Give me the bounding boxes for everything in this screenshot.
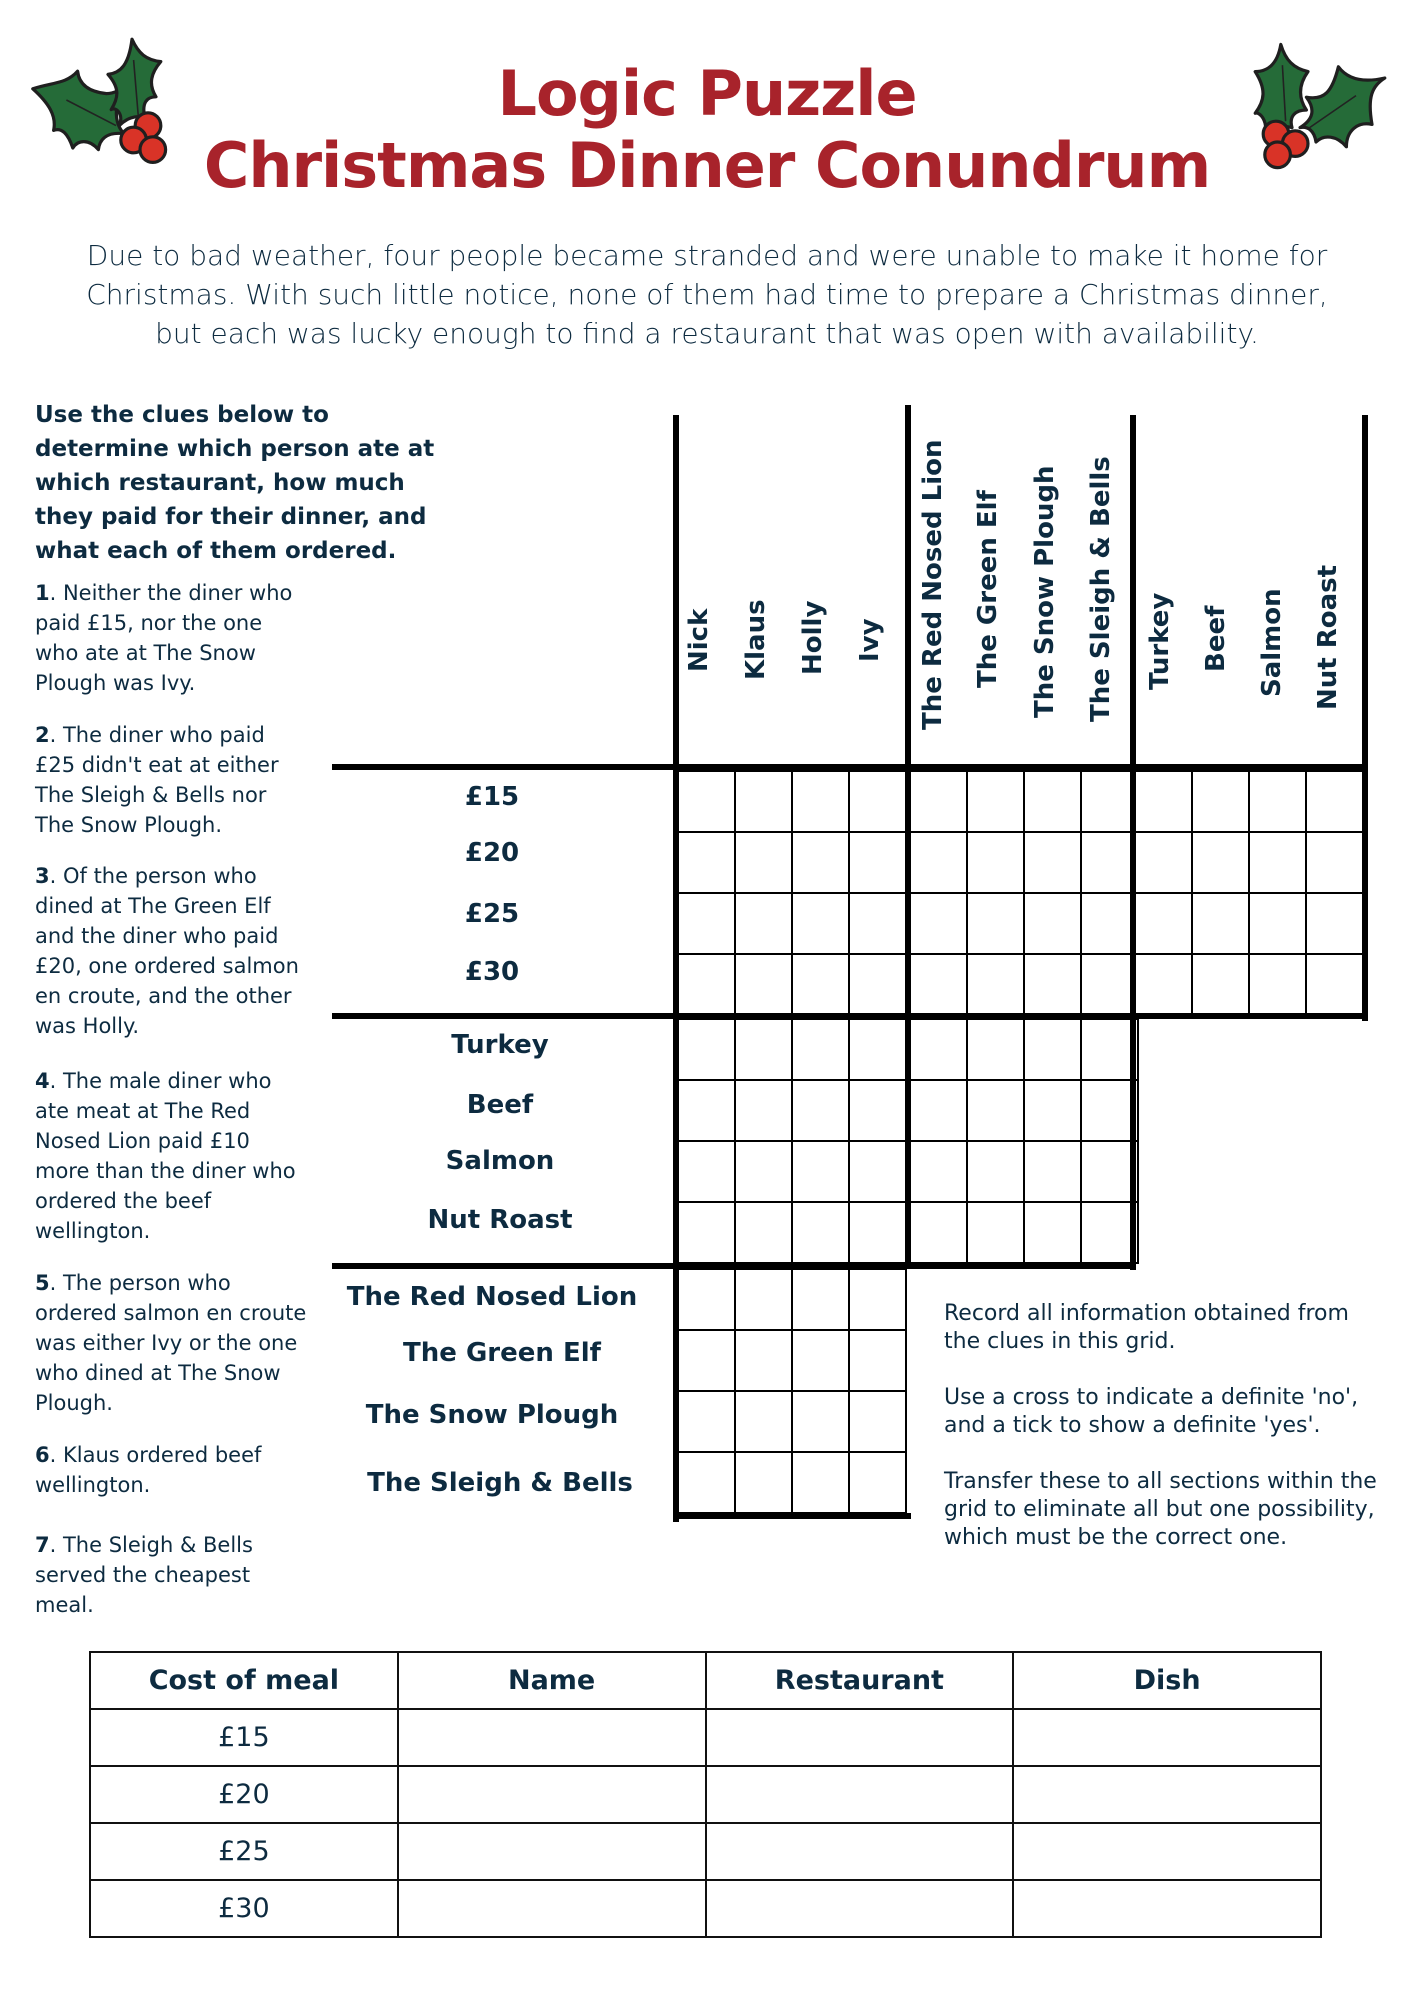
row-header-dish: Nut Roast [427, 1205, 573, 1235]
grid-cell-restaurant-by-name[interactable] [734, 1451, 793, 1514]
page-title: Logic Puzzle [497, 57, 917, 130]
instructions: Use the clues below to determine which person ate at which restaurant, how much they paid for their dinner, and what each of them ordered. [35, 402, 435, 564]
grid-cell-dish-by-restaurant[interactable] [1023, 1079, 1082, 1142]
col-header-dish: Salmon [1257, 588, 1287, 697]
grid-divider [332, 1263, 1136, 1269]
cost-cell: £25 [90, 1823, 398, 1880]
grid-cell-cost-by-restaurant[interactable] [1023, 831, 1082, 894]
grid-cell-cost-by-dish[interactable] [1305, 831, 1364, 894]
grid-instructions [944, 1300, 1384, 1580]
page-subtitle: Christmas Dinner Conundrum [203, 129, 1211, 202]
grid-cell-cost-by-restaurant[interactable] [1023, 953, 1082, 1016]
name-cell[interactable] [398, 1709, 706, 1766]
clue-number: 6 [35, 1443, 50, 1467]
grid-cell-cost-by-restaurant[interactable] [966, 892, 1025, 955]
row-header-dish: Turkey [451, 1030, 549, 1060]
grid-cell-dish-by-name[interactable] [734, 1201, 793, 1264]
clue-number: 3 [35, 864, 50, 888]
grid-cell-dish-by-restaurant[interactable] [909, 1018, 968, 1081]
grid-cell-dish-by-restaurant[interactable] [909, 1079, 968, 1142]
col-header-restaurant: The Sleigh & Bells [1086, 456, 1116, 722]
grid-cell-cost-by-name[interactable] [677, 770, 736, 833]
grid-cell-restaurant-by-name[interactable] [677, 1451, 736, 1514]
grid-cell-cost-by-restaurant[interactable] [966, 953, 1025, 1016]
clue-5 [35, 1268, 310, 1418]
grid-cell-cost-by-name[interactable] [734, 831, 793, 894]
clue-2 [35, 720, 310, 840]
grid-cell-dish-by-name[interactable] [677, 1079, 736, 1142]
clue-7 [35, 1530, 310, 1620]
grid-cell-cost-by-name[interactable] [848, 953, 907, 1016]
col-header-dish: Nut Roast [1313, 564, 1343, 710]
grid-cell-restaurant-by-name[interactable] [791, 1451, 850, 1514]
grid-cell-restaurant-by-name[interactable] [791, 1268, 850, 1331]
grid-cell-cost-by-dish[interactable] [1248, 770, 1307, 833]
grid-divider [673, 415, 679, 1522]
cost-cell: £20 [90, 1766, 398, 1823]
grid-cell-cost-by-dish[interactable] [1191, 770, 1250, 833]
grid-cell-dish-by-name[interactable] [791, 1201, 850, 1264]
grid-cell-dish-by-name[interactable] [734, 1018, 793, 1081]
clue-6 [35, 1440, 310, 1500]
grid-divider [905, 405, 911, 1268]
grid-cell-dish-by-name[interactable] [791, 1018, 850, 1081]
grid-cell-cost-by-name[interactable] [677, 953, 736, 1016]
grid-divider [1362, 415, 1368, 1021]
col-header-name: Ivy [855, 618, 885, 662]
dish-cell[interactable] [1013, 1880, 1321, 1937]
grid-cell-dish-by-name[interactable] [848, 1018, 907, 1081]
table-row [90, 1823, 1321, 1880]
grid-cell-cost-by-name[interactable] [791, 892, 850, 955]
grid-cell-cost-by-dish[interactable] [1305, 953, 1364, 1016]
row-header-cost: £30 [464, 957, 520, 987]
grid-cell-cost-by-name[interactable] [734, 770, 793, 833]
grid-cell-restaurant-by-name[interactable] [734, 1268, 793, 1331]
grid-cell-dish-by-restaurant[interactable] [1023, 1018, 1082, 1081]
clue-number: 5 [35, 1271, 50, 1295]
grid-cell-dish-by-name[interactable] [677, 1018, 736, 1081]
grid-divider [673, 1513, 911, 1519]
grid-divider [332, 1013, 1368, 1019]
clue-4 [35, 1066, 310, 1246]
grid-cell-cost-by-name[interactable] [848, 831, 907, 894]
header-restaurant: Restaurant [706, 1652, 1014, 1709]
restaurant-cell[interactable] [706, 1823, 1014, 1880]
grid-cell-dish-by-name[interactable] [677, 1140, 736, 1203]
grid-cell-cost-by-dish[interactable] [1191, 892, 1250, 955]
clue-text: . Klaus ordered beef wellington. [35, 1443, 262, 1497]
grid-cell-dish-by-name[interactable] [848, 1201, 907, 1264]
grid-cell-restaurant-by-name[interactable] [677, 1390, 736, 1453]
row-header-restaurant: The Red Nosed Lion [346, 1282, 638, 1312]
restaurant-cell[interactable] [706, 1766, 1014, 1823]
grid-cell-cost-by-dish[interactable] [1248, 831, 1307, 894]
grid-cell-cost-by-restaurant[interactable] [909, 831, 968, 894]
col-header-name: Nick [684, 608, 714, 672]
grid-cell-cost-by-dish[interactable] [1191, 953, 1250, 1016]
grid-cell-dish-by-name[interactable] [791, 1140, 850, 1203]
grid-cell-dish-by-restaurant[interactable] [966, 1201, 1025, 1264]
grid-cell-cost-by-restaurant[interactable] [909, 953, 968, 1016]
grid-cell-cost-by-dish[interactable] [1248, 892, 1307, 955]
grid-cell-cost-by-dish[interactable] [1134, 831, 1193, 894]
grid-cell-dish-by-restaurant[interactable] [1023, 1201, 1082, 1264]
grid-cell-dish-by-restaurant[interactable] [1023, 1140, 1082, 1203]
grid-cell-dish-by-name[interactable] [677, 1201, 736, 1264]
grid-cell-restaurant-by-name[interactable] [848, 1451, 907, 1514]
clue-number: 2 [35, 723, 50, 747]
grid-cell-dish-by-name[interactable] [734, 1079, 793, 1142]
table-row [90, 1709, 1321, 1766]
restaurant-cell[interactable] [706, 1709, 1014, 1766]
row-header-dish: Beef [466, 1090, 534, 1120]
grid-cell-cost-by-name[interactable] [677, 892, 736, 955]
grid-cell-cost-by-dish[interactable] [1305, 892, 1364, 955]
intro-paragraph: Due to bad weather, four people became stranded and were unable to make it home for Christmas. With such little notice, none of them had time to prepare a Christmas dinner, but each was lucky enough to find a restaurant that was open with availability. [86, 239, 1328, 350]
grid-cell-cost-by-name[interactable] [791, 831, 850, 894]
row-header-cost: £20 [464, 838, 520, 868]
clue-text: . The Sleigh & Bells served the cheapest meal. [35, 1533, 253, 1617]
header-dish: Dish [1013, 1652, 1321, 1709]
grid-cell-cost-by-dish[interactable] [1134, 892, 1193, 955]
grid-cell-cost-by-dish[interactable] [1134, 770, 1193, 833]
grid-cell-dish-by-restaurant[interactable] [909, 1201, 968, 1264]
row-header-cost: £15 [464, 782, 520, 812]
restaurant-cell[interactable] [706, 1880, 1014, 1937]
grid-cell-dish-by-restaurant[interactable] [966, 1140, 1025, 1203]
clue-text: . Of the person who dined at The Green Elf and the diner who paid £20, one ordered salmon en croute, and the other was Holly. [35, 864, 299, 1038]
grid-cell-dish-by-name[interactable] [848, 1079, 907, 1142]
grid-cell-cost-by-restaurant[interactable] [909, 892, 968, 955]
grid-cell-restaurant-by-name[interactable] [848, 1390, 907, 1453]
clue-text: . Neither the diner who paid £15, nor the one who ate at The Snow Plough was Ivy. [35, 581, 293, 695]
row-header-restaurant: The Snow Plough [365, 1400, 619, 1430]
row-header-cost: £25 [464, 899, 520, 929]
grid-cell-dish-by-restaurant[interactable] [966, 1018, 1025, 1081]
grid-cell-dish-by-restaurant[interactable] [909, 1140, 968, 1203]
note-paragraph: Use a cross to indicate a definite 'no', and a tick to show a definite 'yes'. [944, 1385, 1359, 1438]
grid-cell-dish-by-name[interactable] [848, 1140, 907, 1203]
clue-text: . The person who ordered salmon en croute was either Ivy or the one who dined at The Snow Plough. [35, 1271, 307, 1415]
col-header-name: Holly [798, 600, 828, 675]
grid-cell-cost-by-dish[interactable] [1191, 831, 1250, 894]
table-row [90, 1766, 1321, 1823]
header-cost: Cost of meal [90, 1652, 398, 1709]
grid-cell-cost-by-name[interactable] [734, 953, 793, 1016]
dish-cell[interactable] [1013, 1709, 1321, 1766]
grid-cell-cost-by-dish[interactable] [1305, 770, 1364, 833]
name-cell[interactable] [398, 1766, 706, 1823]
grid-cell-restaurant-by-name[interactable] [734, 1390, 793, 1453]
row-header-restaurant: The Green Elf [403, 1338, 601, 1368]
row-header-restaurant: The Sleigh & Bells [367, 1468, 633, 1498]
grid-divider [332, 764, 1368, 770]
note-paragraph: Transfer these to all sections within the grid to eliminate all but one possibility, which must be the correct one. [944, 1469, 1377, 1550]
row-header-dish: Salmon [445, 1146, 555, 1176]
grid-cell-cost-by-name[interactable] [848, 770, 907, 833]
grid-cell-restaurant-by-name[interactable] [791, 1329, 850, 1392]
grid-cell-restaurant-by-name[interactable] [734, 1329, 793, 1392]
grid-cell-cost-by-restaurant[interactable] [1023, 770, 1082, 833]
header-name: Name [398, 1652, 706, 1709]
cost-cell: £15 [90, 1709, 398, 1766]
clue-1 [35, 578, 310, 698]
grid-cell-cost-by-name[interactable] [677, 831, 736, 894]
grid-cell-dish-by-name[interactable] [734, 1140, 793, 1203]
grid-cell-cost-by-dish[interactable] [1134, 953, 1193, 1016]
clue-3 [35, 861, 310, 1041]
col-header-name: Klaus [741, 599, 771, 680]
grid-cell-restaurant-by-name[interactable] [848, 1268, 907, 1331]
grid-cell-cost-by-restaurant[interactable] [966, 831, 1025, 894]
grid-cell-cost-by-name[interactable] [791, 770, 850, 833]
col-header-restaurant: The Red Nosed Lion [918, 439, 948, 730]
grid-divider [1130, 415, 1136, 1270]
cost-cell: £30 [90, 1880, 398, 1937]
clue-number: 7 [35, 1533, 50, 1557]
grid-cell-cost-by-restaurant[interactable] [1023, 892, 1082, 955]
grid-cell-restaurant-by-name[interactable] [791, 1390, 850, 1453]
col-header-restaurant: The Green Elf [973, 490, 1003, 688]
grid-cell-cost-by-dish[interactable] [1248, 953, 1307, 1016]
grid-cell-restaurant-by-name[interactable] [677, 1268, 736, 1331]
grid-cell-restaurant-by-name[interactable] [677, 1329, 736, 1392]
answer-table [89, 1651, 1322, 1938]
col-header-dish: Turkey [1145, 592, 1175, 690]
dish-cell[interactable] [1013, 1823, 1321, 1880]
grid-cell-cost-by-name[interactable] [791, 953, 850, 1016]
clue-text: . The diner who paid £25 didn't eat at either The Sleigh & Bells nor The Snow Plough. [35, 723, 279, 837]
grid-cell-dish-by-name[interactable] [791, 1079, 850, 1142]
note-paragraph: Record all information obtained from the clues in this grid. [944, 1301, 1349, 1354]
col-header-restaurant: The Snow Plough [1030, 465, 1060, 718]
grid-cell-cost-by-name[interactable] [848, 892, 907, 955]
grid-cell-cost-by-name[interactable] [734, 892, 793, 955]
table-header-row [90, 1652, 1321, 1709]
clue-text: . The male diner who ate meat at The Red Nosed Lion paid £10 more than the diner who ordered the beef wellington. [35, 1069, 296, 1243]
name-cell[interactable] [398, 1823, 706, 1880]
grid-cell-restaurant-by-name[interactable] [848, 1329, 907, 1392]
col-header-dish: Beef [1201, 605, 1231, 672]
name-cell[interactable] [398, 1880, 706, 1937]
clue-number: 4 [35, 1069, 50, 1093]
grid-cell-cost-by-restaurant[interactable] [909, 770, 968, 833]
table-row [90, 1880, 1321, 1937]
grid-cell-cost-by-restaurant[interactable] [966, 770, 1025, 833]
dish-cell[interactable] [1013, 1766, 1321, 1823]
clue-number: 1 [35, 581, 50, 605]
grid-cell-dish-by-restaurant[interactable] [966, 1079, 1025, 1142]
